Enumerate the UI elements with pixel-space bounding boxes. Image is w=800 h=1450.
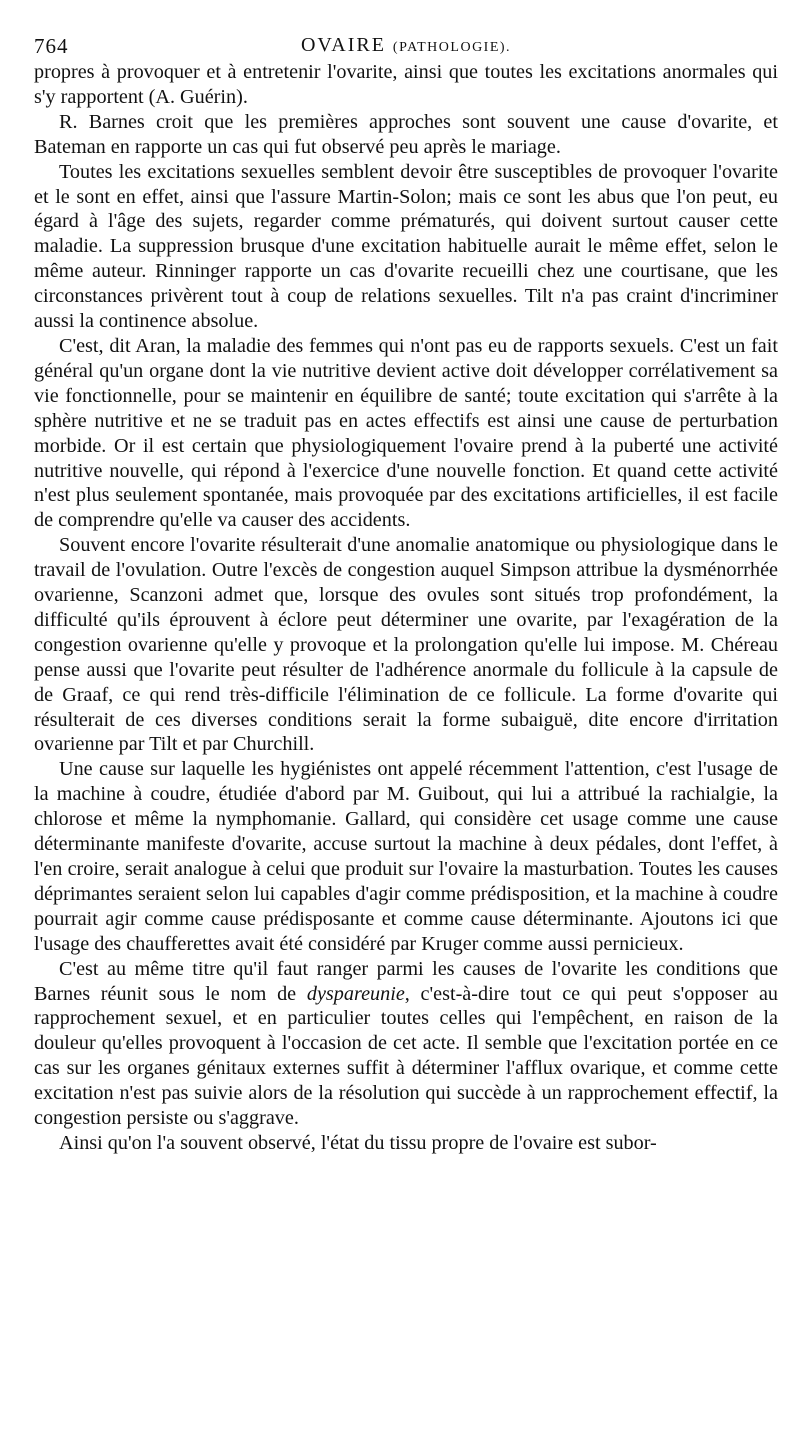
dyspareunie-text-after: , c'est-à-dire tout ce qui peut s'opposer au rapprochement sexuel, et en particulier toutes celles qui l'empêchent, en raison de la douleur qu'elles provoquent à l'occasion de cet acte. Il semble que l'excitation portée en ce cas sur les organes génitaux externes suffit à déterminer l'afflux ovarique, et comme cette excitation n'est pas suivie alors de la résolution qui succède à un rapprochement effectif, la congestion persiste ou s'aggrave.	[34, 982, 778, 1130]
paragraph-continuation: propres à provoquer et à entretenir l'ovarite, ainsi que toutes les excitations anormales qui s'y rapportent (A. Guérin).	[34, 61, 778, 108]
page-number: 764	[34, 34, 69, 58]
paragraph-anomalie-ovulation: Souvent encore l'ovarite résulterait d'une anomalie anatomique ou physiologique dans le travail de l'ovulation. Outre l'excès de congestion auquel Simpson attribue la dysménorrhée ovarienne, Scanzoni admet que, lorsque des ovules sont situés trop profondément, la difficulté qu'ils éprouvent à éclore peut déterminer une ovarite, par l'exagération de la congestion ovarienne qu'elle y provoque et la prolongation qu'elle lui impose. M. Chéreau pense aussi que l'ovarite peut résulter de l'adhérence anormale du follicule à la capsule de de Graaf, ce qui rend très-difficile l'élimination de ce follicule. La forme d'ovarite qui résulterait de ces diverses conditions serait la forme subaiguë, dite encore d'irritation ovarienne par Tilt et par Churchill.	[34, 534, 778, 756]
dyspareunie-term: dyspareunie	[306, 982, 405, 1005]
dyspareunie-text-before: C'est au même titre qu'il faut ranger parmi les causes de l'ovarite les conditions que Barnes réunit sous le nom de	[34, 957, 778, 1005]
paragraph-excitations-sexuelles: Toutes les excitations sexuelles semblent devoir être susceptibles de provoquer l'ovarite et le sont en effet, ainsi que l'assure Martin-Solon; mais ce sont les abus que l'on peut, eu égard à l'âge des sujets, regarder comme prématurés, qui doivent surtout causer cette maladie. La suppression brusque d'une excitation habituelle aurait le même effet, selon le même auteur. Rinninger rapporte un cas d'ovarite recueilli chez une courtisane, que les circonstances privèrent tout à coup de relations sexuelles. Tilt n'a pas craint d'incriminer aussi la continence absolue.	[34, 160, 778, 333]
running-title-sub: (PATHOLOGIE).	[392, 40, 512, 55]
running-title-main: OVAIRE	[300, 34, 386, 56]
paragraph-tissu-ovaire: Ainsi qu'on l'a souvent observé, l'état du tissu propre de l'ovaire est subor-	[59, 1131, 657, 1154]
paragraph-aran: C'est, dit Aran, la maladie des femmes qui n'ont pas eu de rapports sexuels. C'est un fait général qu'un organe dont la vie nutritive devient active doit développer corrélativement sa vie fonctionnelle, pour se maintenir en équilibre de santé; toute excitation qui s'arrête à la sphère nutritive et ne se traduit pas en actes effectifs est ainsi une cause de perturbation morbide. Or il est certain que physiologiquement l'ovaire prend à la puberté une activité nutritive nouvelle, qui répond à l'exercice d'une nouvelle fonction. Et quand cette activité n'est plus seulement spontanée, mais provoquée par des excitations artificielles, il est facile de comprendre qu'elle va causer des accidents.	[34, 334, 778, 532]
body-text	[34, 60, 778, 1156]
running-head	[34, 26, 778, 60]
paragraph-machine-a-coudre: Une cause sur laquelle les hygiénistes ont appelé récemment l'attention, c'est l'usage de la machine à coudre, étudiée d'abord par M. Guibout, qui lui a attribué la rachialgie, la chlorose et même la nymphomanie. Gallard, qui considère cet usage comme une cause déterminante manifeste d'ovarite, accuse surtout la machine à deux pédales, dont l'effet, à l'en croire, serait analogue à celui que produit sur l'ovaire la masturbation. Toutes les causes déprimantes seraient selon lui capables d'agir comme prédisposition, et la machine à coudre pourrait agir comme cause prédisposante et comme cause déterminante. Ajoutons ici que l'usage des chaufferettes avait été considéré par Kruger comme aussi pernicieux.	[34, 758, 778, 955]
paragraph-barnes-bateman: R. Barnes croit que les premières approches sont souvent une cause d'ovarite, et Bateman en rapporte un cas qui fut observé peu après le mariage.	[34, 110, 778, 158]
paragraph-dyspareunie	[34, 957, 778, 1131]
running-title	[34, 34, 778, 57]
